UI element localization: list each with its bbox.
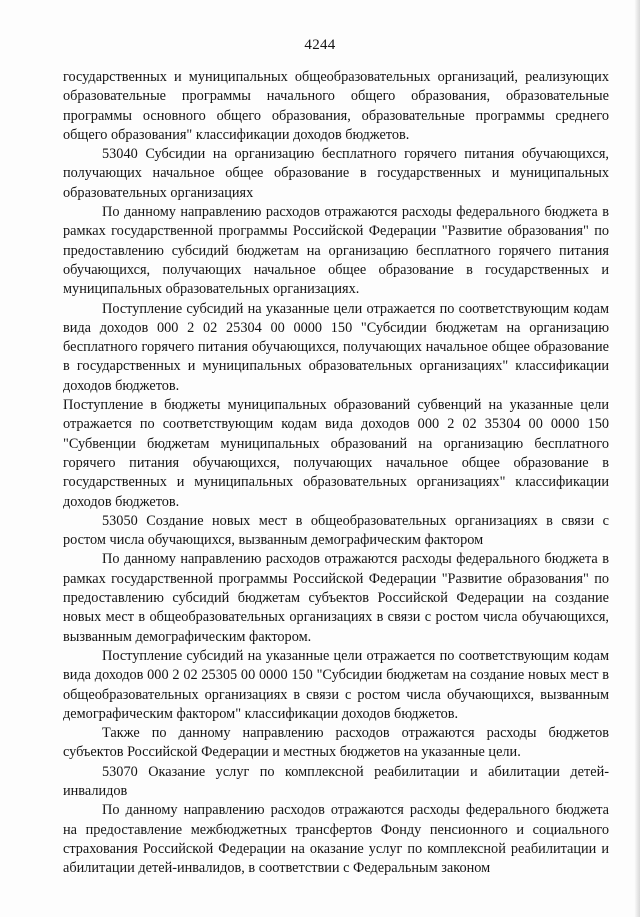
paragraph: Поступление субсидий на указанные цели отражается по соответствующим кодам вида доходов 000 2 02 25305 00 0000 150 "Субсидии бюджетам на создание новых мест в общеобразовательных организациях в связи с ростом числа обучающихся, вызванным демографическим фактором" классификации доходов бюджетов. [63,647,609,722]
paragraph: Также по данному направлению расходов отражаются расходы бюджетов субъектов Российской Федерации и местных бюджетов на указанные цели. [63,725,609,761]
section-heading-53050: 53050 Создание новых мест в общеобразовательных организациях в связи с ростом числа обучающихся, вызванным демографическим фактором [63,512,609,549]
section-heading-53070: 53070 Оказание услуг по комплексной реабилитации и абилитации детей-инвалидов [63,763,609,799]
paragraph: По данному направлению расходов отражаются расходы федерального бюджета на предоставление межбюджетных трансфертов Фонду пенсионного и социального страхования Российской Федерации на оказание услуг по комплексной реабилитации и абилитации детей-инвалидов, в соответствии с Федеральным законом [63,802,609,877]
paragraph: государственных и муниципальных общеобразовательных организаций, реализующих образовательные программы начального общего образования, образовательные программы основного общего образования, образовательные программы среднего общего образования" классификации доходов бюджетов. [63,69,609,143]
paragraph: По данному направлению расходов отражаются расходы федерального бюджета в рамках государственной программы Российской Федерации "Развитие образования" по предоставлению субсидий бюджетам на организацию бесплатного горячего питания обучающихся, получающих начальное общее образование в государственных и муниципальных образовательных организациях. [63,204,609,298]
paragraph: По данному направлению расходов отражаются расходы федерального бюджета в рамках государственной программы Российской Федерации "Развитие образования" по предоставлению субсидий бюджетам субъектов Российской Федерации на создание новых мест в общеобразовательных организациях в связи с ростом числа обучающихся, вызванным демографическим фактором. [63,551,609,645]
page-number: 4244 [304,37,336,53]
section-heading-53040: 53040 Субсидии на организацию бесплатного горячего питания обучающихся, получающих начальное общее образование в государственных и муниципальных образовательных организациях [63,146,609,201]
document-body [63,68,609,878]
paragraph: Поступление субсидий на указанные цели отражается по соответствующим кодам вида доходов 000 2 02 25304 00 0000 150 "Субсидии бюджетам на организацию бесплатного горячего питания обучающихся, получающих начальное общее образование в государственных и муниципальных образовательных организациях" классификации доходов бюджетов. [63,300,609,394]
scan-edge-shadow [634,0,640,917]
paragraph: Поступление в бюджеты муниципальных образований субвенций на указанные цели отражается по соответствующим кодам вида доходов 000 2 02 35304 00 0000 150 "Субвенции бюджетам муниципальных образований на организацию бесплатного горячего питания обучающихся, получающих начальное общее образование в государственных и муниципальных образовательных организациях" классификации доходов бюджетов. [63,397,609,510]
